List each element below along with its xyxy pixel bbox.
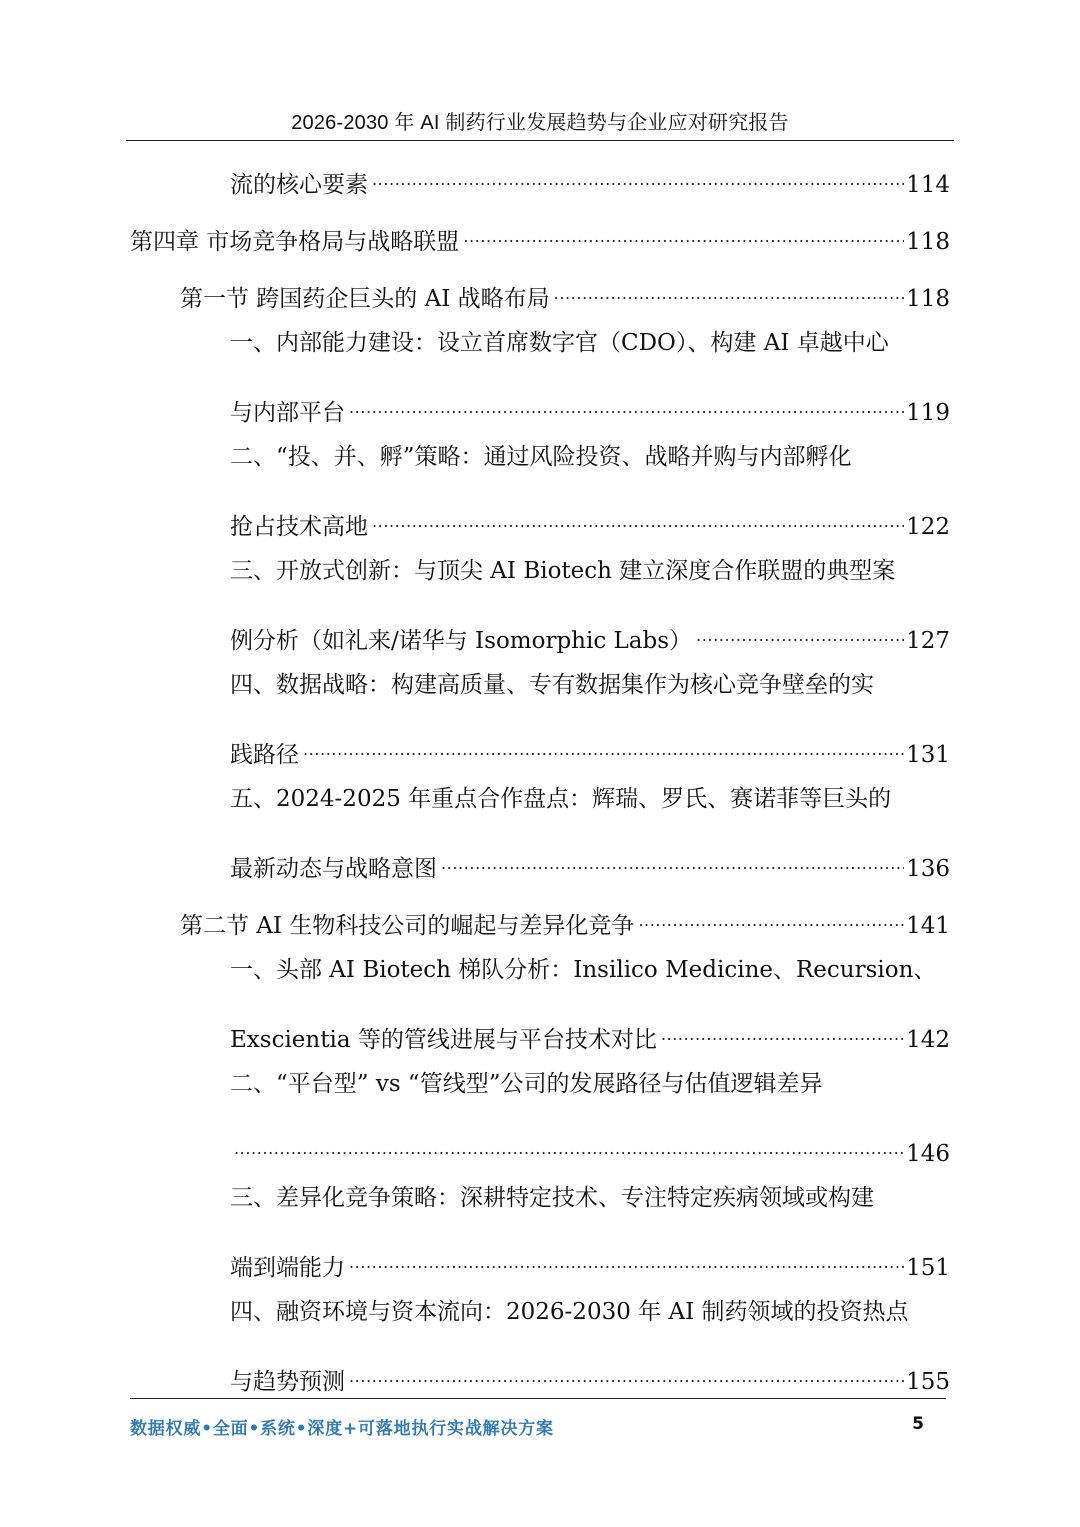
toc-entry-page: 118 (906, 286, 950, 312)
toc-entry-text: 三、开放式创新：与顶尖 AI Biotech 建立深度合作联盟的典型案 (230, 558, 896, 584)
toc-leader-dots (661, 1007, 904, 1047)
toc-entry-text: Exscientia 等的管线进展与平台技术对比 (230, 1027, 657, 1053)
toc-entry-text: 一、内部能力建设：设立首席数字官（CDO）、构建 AI 卓越中心 (230, 330, 889, 356)
page-number: 5 (912, 1414, 924, 1434)
toc-entry-page: 146 (906, 1141, 950, 1167)
toc-leader-dots (234, 1121, 904, 1161)
toc-entry-chapter[interactable] (130, 209, 950, 255)
toc-entry[interactable] (230, 836, 950, 882)
toc-entry[interactable] (230, 152, 950, 198)
toc-entry-text: 与趋势预测 (230, 1369, 345, 1395)
toc-entry-page: 141 (906, 913, 950, 939)
toc-leader-dots (638, 893, 904, 933)
toc-entry-text: 抢占技术高地 (230, 514, 368, 540)
toc-leader-dots (349, 380, 904, 420)
toc-entry-text: 最新动态与战略意图 (230, 856, 437, 882)
toc-entry-page: 136 (906, 856, 950, 882)
toc-entry-section[interactable] (180, 266, 950, 312)
toc-leader-dots (349, 1235, 904, 1275)
toc-entry[interactable] (230, 1349, 950, 1395)
toc-entry-page: 142 (906, 1027, 950, 1053)
toc-entry-text: 三、差异化竞争策略：深耕特定技术、专注特定疾病领域或构建 (230, 1185, 874, 1211)
toc-entry-text: 第一节 跨国药企巨头的 AI 战略布局 (180, 286, 550, 312)
toc-entry[interactable] (230, 665, 950, 705)
toc-entry-text: 五、2024-2025 年重点合作盘点：辉瑞、罗氏、赛诺菲等巨头的 (230, 786, 892, 812)
toc-entry-page: 122 (906, 514, 950, 540)
toc-entry[interactable] (230, 323, 950, 363)
toc-leader-dots (696, 608, 904, 648)
toc-entry[interactable] (230, 380, 950, 426)
toc-entry-text: 与内部平台 (230, 400, 345, 426)
toc-entry[interactable] (230, 1235, 950, 1281)
toc-entry-text: 流的核心要素 (230, 172, 368, 198)
header-divider (126, 140, 954, 141)
toc-entry-page: 114 (906, 172, 950, 198)
toc-entry-page: 155 (906, 1369, 950, 1395)
toc-entry-page: 127 (906, 628, 950, 654)
toc-entry[interactable] (230, 950, 950, 990)
toc-entry[interactable] (230, 494, 950, 540)
toc-entry-text: 第二节 AI 生物科技公司的崛起与差异化竞争 (180, 913, 635, 939)
toc-entry-page: 118 (906, 229, 950, 255)
toc-entry-page: 151 (906, 1255, 950, 1281)
toc-entry-text: 一、头部 AI Biotech 梯队分析：Insilico Medicine、Recursion、 (230, 957, 937, 983)
toc-entry-page: 131 (906, 742, 950, 768)
toc-entry[interactable] (230, 1292, 950, 1332)
footer-slogan: 数据权威•全面•系统•深度+可落地执行实战解决方案 (130, 1419, 554, 1439)
toc-entry[interactable] (230, 779, 950, 819)
toc-entry-text: 四、融资环境与资本流向：2026-2030 年 AI 制药领域的投资热点 (230, 1299, 909, 1325)
toc-leader-dots (372, 152, 904, 192)
toc-entry-text: 第四章 市场竞争格局与战略联盟 (130, 229, 460, 255)
toc-leader-dots (349, 1349, 904, 1389)
toc-leader-dots (554, 266, 904, 306)
toc-entry[interactable] (230, 437, 950, 477)
toc-leader-dots (372, 494, 904, 534)
toc-entry-text: 端到端能力 (230, 1255, 345, 1281)
toc-entry[interactable] (230, 1121, 950, 1167)
toc-entry-text: 四、数据战略：构建高质量、专有数据集作为核心竞争壁垒的实 (230, 672, 874, 698)
toc-entry[interactable] (230, 1178, 950, 1218)
toc-leader-dots (463, 209, 904, 249)
toc-entry-text: 二、“投、并、孵”策略：通过风险投资、战略并购与内部孵化 (230, 444, 852, 470)
toc-entry-page: 119 (906, 400, 950, 426)
toc-entry-text: 二、“平台型” vs “管线型”公司的发展路径与估值逻辑差异 (230, 1071, 823, 1097)
toc-leader-dots (441, 836, 904, 876)
toc-entry[interactable] (230, 608, 950, 654)
toc-entry[interactable] (230, 722, 950, 768)
toc-entry-text: 例分析（如礼来/诺华与 Isomorphic Labs） (230, 628, 693, 654)
toc-leader-dots (303, 722, 904, 762)
toc-entry-section[interactable] (180, 893, 950, 939)
page-header-title: 2026-2030 年 AI 制药行业发展趋势与企业应对研究报告 (291, 112, 789, 134)
toc-entry[interactable] (230, 1064, 950, 1104)
footer-divider (130, 1398, 946, 1399)
toc-entry-text: 践路径 (230, 742, 299, 768)
toc-entry[interactable] (230, 551, 950, 591)
toc-entry[interactable] (230, 1007, 950, 1053)
